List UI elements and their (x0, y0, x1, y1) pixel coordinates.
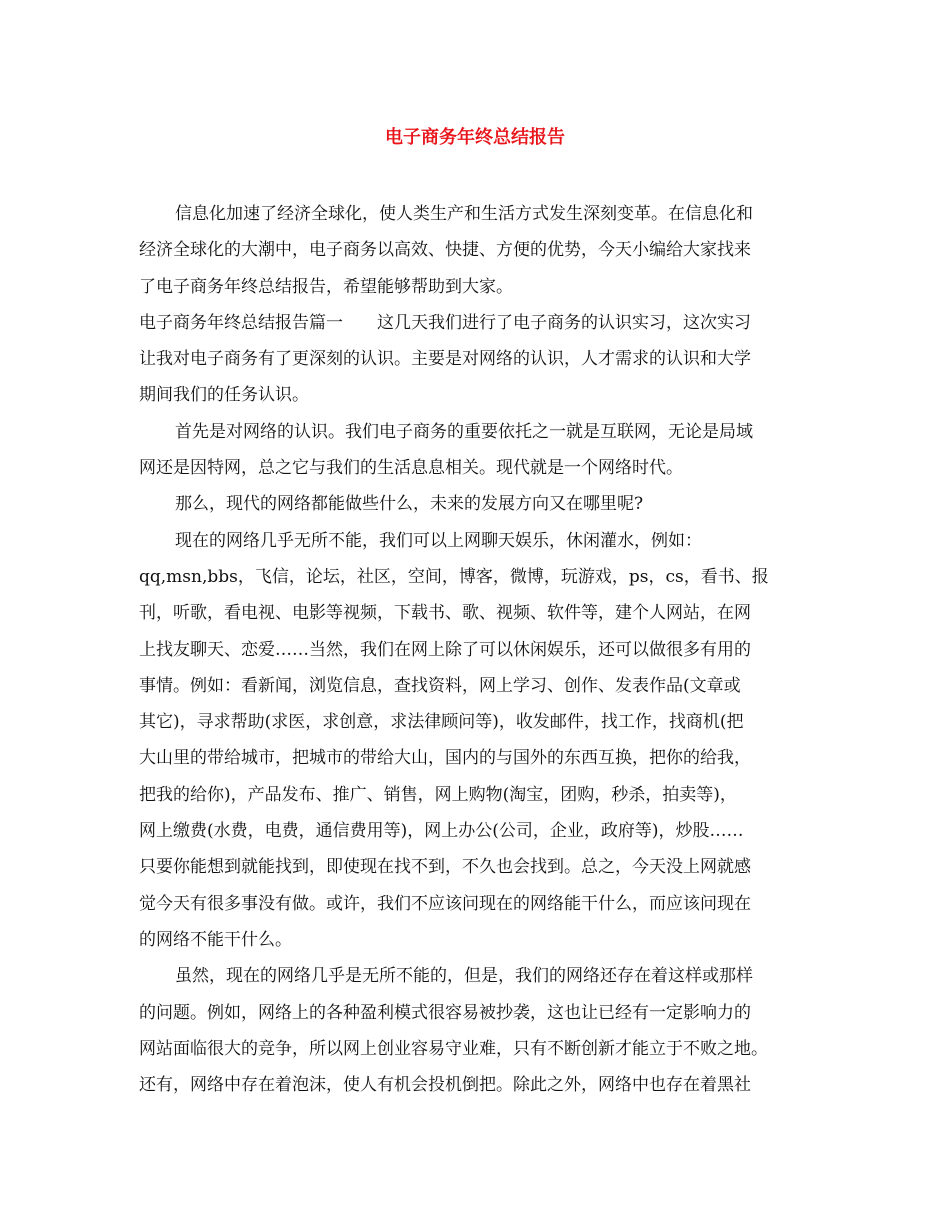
paragraph-line: 了电子商务年终总结报告，希望能够帮助到大家。 (139, 276, 513, 297)
paragraph-line: 现在的网络几乎无所不能，我们可以上网聊天娱乐，休闲灌水，例如： (175, 530, 702, 551)
paragraph-line: 把我的给你)，产品发布、推广、销售，网上购物(淘宝，团购，秒杀，拍卖等)， (139, 784, 737, 805)
paragraph-line: 虽然，现在的网络几乎是无所不能的，但是，我们的网络还存在着这样或那样 (175, 966, 753, 987)
paragraph-line: 期间我们的任务认识。 (139, 385, 309, 406)
document-body (139, 196, 815, 1103)
section-heading-line: 电子商务年终总结报告篇一 这几天我们进行了电子商务的认识实习，这次实习 (139, 312, 751, 333)
paragraph-line: qq,msn,bbs，飞信，论坛，社区，空间，博客，微博，玩游戏，ps，cs，看书、报 (139, 566, 769, 587)
paragraph-line: 那么，现代的网络都能做些什么，未来的发展方向又在哪里呢? (175, 494, 644, 515)
paragraph-line: 让我对电子商务有了更深刻的认识。主要是对网络的认识，人才需求的认识和大学 (139, 349, 751, 370)
paragraph-line: 首先是对网络的认识。我们电子商务的重要依托之一就是互联网，无论是局域 (175, 421, 753, 442)
paragraph-line: 只要你能想到就能找到，即使现在找不到，不久也会找到。总之，今天没上网就感 (139, 857, 751, 878)
paragraph-line: 还有，网络中存在着泡沫，使人有机会投机倒把。除此之外，网络中也存在着黑社 (139, 1075, 751, 1096)
paragraph-line: 的网络不能干什么。 (139, 929, 292, 950)
paragraph-line: 经济全球化的大潮中，电子商务以高效、快捷、方便的优势，今天小编给大家找来 (139, 240, 751, 261)
paragraph-line: 信息化加速了经济全球化，使人类生产和生活方式发生深刻变革。在信息化和 (175, 204, 753, 224)
paragraph-line: 网站面临很大的竞争，所以网上创业容易守业难，只有不断创新才能立于不败之地。 (139, 1038, 768, 1059)
paragraph-line: 刊，听歌，看电视、电影等视频，下载书、歌、视频、软件等，建个人网站，在网 (139, 603, 751, 624)
paragraph-line: 其它)，寻求帮助(求医，求创意，求法律顾问等)，收发邮件，找工作，找商机(把 (139, 712, 744, 733)
paragraph-line: 大山里的带给城市，把城市的带给大山，国内的与国外的东西互换，把你的给我， (139, 748, 751, 769)
paragraph-line: 事情。例如：看新闻，浏览信息，查找资料，网上学习、创作、发表作品(文章或 (139, 675, 741, 696)
paragraph-line: 网上缴费(水费，电费，通信费用等)，网上办公(公司，企业，政府等)，炒股…… (139, 821, 744, 842)
paragraph-line: 的问题。例如，网络上的各种盈利模式很容易被抄袭，这也让已经有一定影响力的 (139, 1002, 751, 1023)
paragraph-line: 上找友聊天、恋爱……当然，我们在网上除了可以休闲娱乐，还可以做很多有用的 (139, 639, 751, 660)
document-title: 电子商务年终总结报告 (385, 127, 565, 148)
paragraph-line: 网还是因特网，总之它与我们的生活息息相关。现代就是一个网络时代。 (139, 458, 683, 479)
paragraph-line: 觉今天有很多事没有做。或许，我们不应该问现在的网络能干什么，而应该问现在 (139, 893, 751, 914)
